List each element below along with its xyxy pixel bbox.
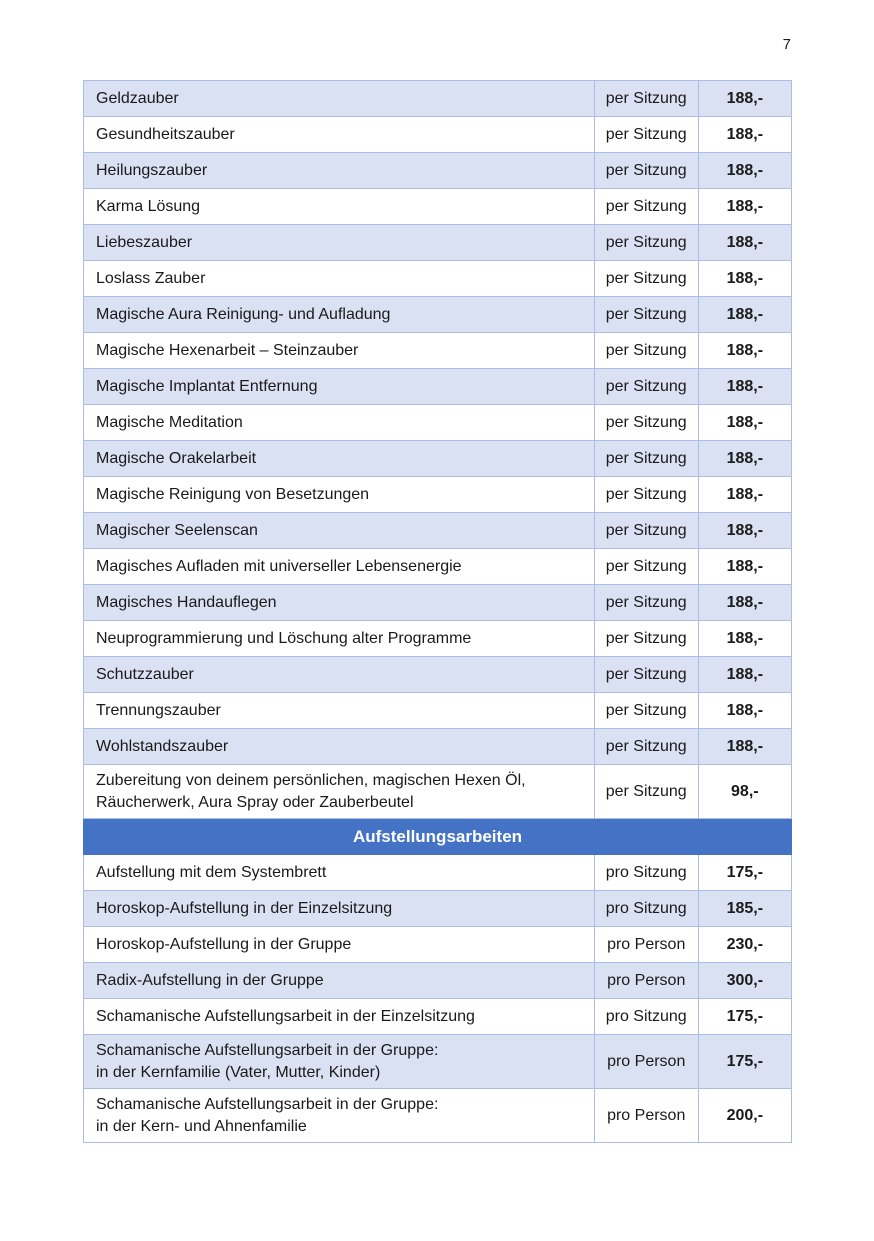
table-row: [84, 513, 792, 549]
table-row: [84, 225, 792, 261]
service-description: [84, 1035, 595, 1089]
service-description-line: Neuprogrammierung und Löschung alter Programme: [96, 629, 472, 647]
billing-unit: per Sitzung: [594, 369, 698, 405]
billing-unit: per Sitzung: [594, 729, 698, 765]
service-description-line: Liebeszauber: [96, 233, 193, 251]
service-description-line: Horoskop-Aufstellung in der Einzelsitzung: [96, 899, 393, 917]
service-description-line: Heilungszauber: [96, 161, 208, 179]
service-description: [84, 999, 595, 1035]
service-description: [84, 225, 595, 261]
table-row: [84, 729, 792, 765]
service-description: [84, 153, 595, 189]
service-description: [84, 261, 595, 297]
service-description: [84, 441, 595, 477]
billing-unit: per Sitzung: [594, 477, 698, 513]
service-description-line: Geldzauber: [96, 89, 179, 107]
service-description-line: Radix-Aufstellung in der Gruppe: [96, 971, 324, 989]
table-row: [84, 585, 792, 621]
table-row: [84, 405, 792, 441]
billing-unit: per Sitzung: [594, 117, 698, 153]
service-description: [84, 765, 595, 819]
price: 300,-: [698, 963, 791, 999]
service-description-line: Horoskop-Aufstellung in der Gruppe: [96, 935, 352, 953]
service-description-line: Magisches Aufladen mit universeller Lebensenergie: [96, 557, 462, 575]
price: 188,-: [698, 693, 791, 729]
service-description-line: Magischer Seelenscan: [96, 521, 258, 539]
service-description-line: Magische Implantat Entfernung: [96, 377, 318, 395]
price: 188,-: [698, 81, 791, 117]
service-description: [84, 81, 595, 117]
service-description: [84, 657, 595, 693]
price: 188,-: [698, 477, 791, 513]
price: 188,-: [698, 621, 791, 657]
service-description: [84, 369, 595, 405]
service-description: [84, 927, 595, 963]
price: 200,-: [698, 1089, 791, 1143]
table-row: [84, 621, 792, 657]
service-description-line: Karma Lösung: [96, 197, 201, 215]
table-row: [84, 1089, 792, 1143]
billing-unit: per Sitzung: [594, 261, 698, 297]
price: 188,-: [698, 153, 791, 189]
price: 188,-: [698, 585, 791, 621]
billing-unit: pro Person: [594, 927, 698, 963]
page-number: 7: [782, 36, 791, 53]
service-description: [84, 891, 595, 927]
service-description-line: Schamanische Aufstellungsarbeit in der Gruppe:: [96, 1095, 439, 1113]
table-row: [84, 927, 792, 963]
service-description: [84, 963, 595, 999]
service-description-line: Aufstellung mit dem Systembrett: [96, 863, 327, 881]
section-title: Aufstellungsarbeiten: [84, 819, 792, 855]
billing-unit: per Sitzung: [594, 405, 698, 441]
service-description: [84, 333, 595, 369]
table-row: [84, 999, 792, 1035]
price: 188,-: [698, 297, 791, 333]
billing-unit: per Sitzung: [594, 513, 698, 549]
price: 188,-: [698, 261, 791, 297]
price: 188,-: [698, 549, 791, 585]
billing-unit: pro Sitzung: [594, 999, 698, 1035]
service-description: [84, 189, 595, 225]
service-description-line: Wohlstandszauber: [96, 737, 229, 755]
billing-unit: per Sitzung: [594, 189, 698, 225]
table-row: [84, 477, 792, 513]
billing-unit: per Sitzung: [594, 585, 698, 621]
service-description-line: Gesundheitszauber: [96, 125, 235, 143]
table-row: [84, 333, 792, 369]
service-description: [84, 477, 595, 513]
price: 175,-: [698, 999, 791, 1035]
table-row: [84, 81, 792, 117]
price-table-body: [84, 81, 792, 1143]
service-description: [84, 729, 595, 765]
table-row: [84, 189, 792, 225]
section-header-row: [84, 819, 792, 855]
table-row: [84, 657, 792, 693]
service-description-line: Schamanische Aufstellungsarbeit in der Einzelsitzung: [96, 1007, 475, 1025]
billing-unit: per Sitzung: [594, 333, 698, 369]
billing-unit: pro Sitzung: [594, 891, 698, 927]
service-description-line: in der Kernfamilie (Vater, Mutter, Kinder): [96, 1063, 381, 1081]
service-description-line: Trennungszauber: [96, 701, 221, 719]
billing-unit: per Sitzung: [594, 225, 698, 261]
table-row: [84, 1035, 792, 1089]
billing-unit: per Sitzung: [594, 297, 698, 333]
price: 188,-: [698, 117, 791, 153]
billing-unit: pro Sitzung: [594, 855, 698, 891]
price: 175,-: [698, 855, 791, 891]
billing-unit: per Sitzung: [594, 81, 698, 117]
table-row: [84, 963, 792, 999]
service-description-line: Schutzzauber: [96, 665, 194, 683]
price: 188,-: [698, 225, 791, 261]
billing-unit: pro Person: [594, 1035, 698, 1089]
service-description: [84, 855, 595, 891]
price: 188,-: [698, 333, 791, 369]
table-row: [84, 297, 792, 333]
billing-unit: per Sitzung: [594, 621, 698, 657]
service-description: [84, 1089, 595, 1143]
billing-unit: per Sitzung: [594, 549, 698, 585]
table-row: [84, 693, 792, 729]
billing-unit: per Sitzung: [594, 441, 698, 477]
price: 188,-: [698, 513, 791, 549]
price: 188,-: [698, 657, 791, 693]
table-row: [84, 765, 792, 819]
service-description: [84, 693, 595, 729]
service-description-line: Magisches Handauflegen: [96, 593, 277, 611]
table-row: [84, 261, 792, 297]
table-row: [84, 441, 792, 477]
table-row: [84, 369, 792, 405]
billing-unit: per Sitzung: [594, 693, 698, 729]
service-description: [84, 297, 595, 333]
service-description: [84, 549, 595, 585]
price: 230,-: [698, 927, 791, 963]
price: 188,-: [698, 729, 791, 765]
table-row: [84, 549, 792, 585]
billing-unit: per Sitzung: [594, 657, 698, 693]
price: 175,-: [698, 1035, 791, 1089]
price: 98,-: [698, 765, 791, 819]
service-description: [84, 585, 595, 621]
service-description-line: Zubereitung von deinem persönlichen, magischen Hexen Öl,: [96, 771, 526, 789]
table-row: [84, 117, 792, 153]
billing-unit: pro Person: [594, 963, 698, 999]
price: 188,-: [698, 441, 791, 477]
price: 188,-: [698, 405, 791, 441]
billing-unit: per Sitzung: [594, 765, 698, 819]
price-table: [83, 80, 792, 1143]
price: 188,-: [698, 369, 791, 405]
service-description-line: Loslass Zauber: [96, 269, 206, 287]
service-description-line: Schamanische Aufstellungsarbeit in der Gruppe:: [96, 1041, 439, 1059]
service-description-line: Magische Hexenarbeit – Steinzauber: [96, 341, 359, 359]
service-description: [84, 513, 595, 549]
service-description-line: in der Kern- und Ahnenfamilie: [96, 1117, 307, 1135]
service-description: [84, 621, 595, 657]
table-row: [84, 891, 792, 927]
billing-unit: pro Person: [594, 1089, 698, 1143]
table-row: [84, 153, 792, 189]
service-description-line: Räucherwerk, Aura Spray oder Zauberbeutel: [96, 793, 414, 811]
billing-unit: per Sitzung: [594, 153, 698, 189]
service-description-line: Magische Reinigung von Besetzungen: [96, 485, 370, 503]
service-description: [84, 117, 595, 153]
service-description-line: Magische Orakelarbeit: [96, 449, 257, 467]
price: 185,-: [698, 891, 791, 927]
price: 188,-: [698, 189, 791, 225]
service-description: [84, 405, 595, 441]
service-description-line: Magische Aura Reinigung- und Aufladung: [96, 305, 391, 323]
table-row: [84, 855, 792, 891]
service-description-line: Magische Meditation: [96, 413, 243, 431]
